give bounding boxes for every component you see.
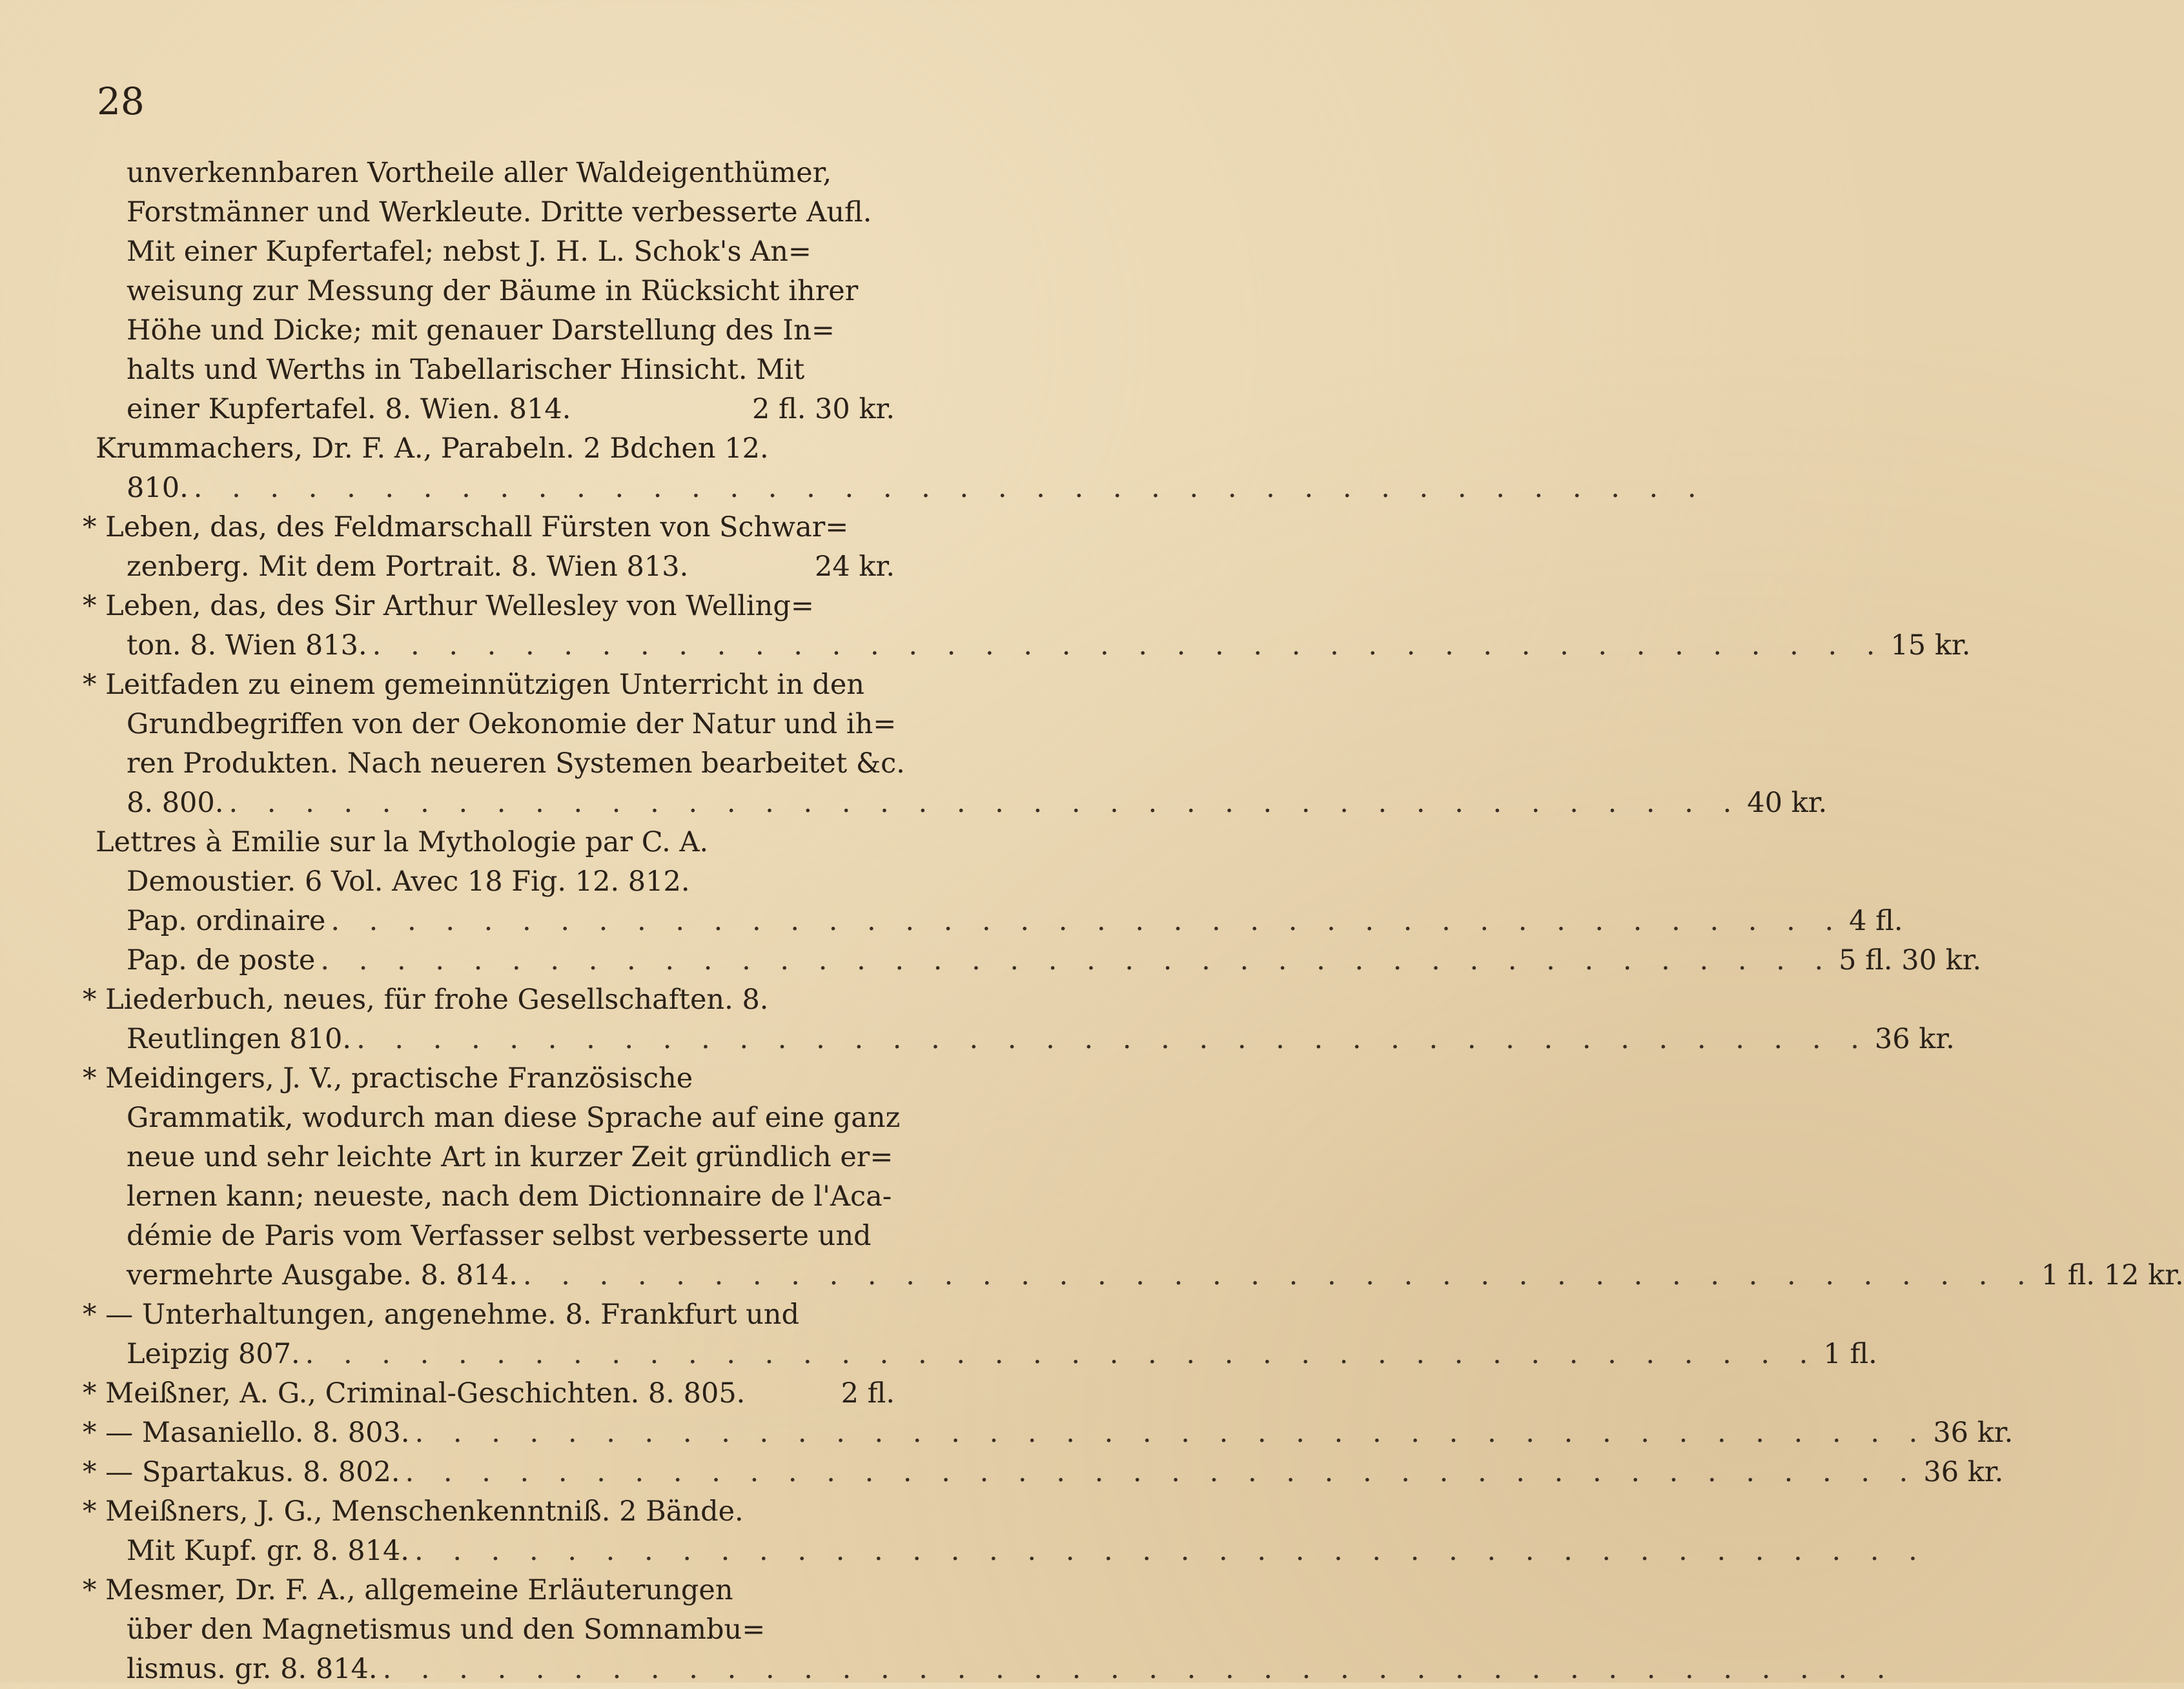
line-text: lernen kann; neueste, nach dem Dictionnaire de l'Aca- (127, 1180, 892, 1213)
line-text: * — Masaniello. 8. 803. (83, 1417, 410, 1449)
catalog-line (127, 941, 1982, 980)
catalog-entry-heading (83, 1295, 895, 1335)
line-text: zenberg. Mit dem Portrait. 8. Wien 813. (127, 551, 689, 583)
line-text: Leipzig 807. (127, 1338, 300, 1370)
price: 1 fl. 12 kr. (2041, 1259, 2184, 1291)
catalog-line (127, 1177, 895, 1217)
catalog-entry-heading (83, 980, 895, 1020)
line-text: einer Kupfertafel. 8. Wien. 814. (127, 393, 571, 425)
line-text: * Meißners, J. G., Menschenkenntniß. 2 Bände. (83, 1495, 744, 1528)
line-text: Mit Kupf. gr. 8. 814. (127, 1535, 409, 1567)
line-text: ren Produkten. Nach neueren Systemen bearbeitet &c. (127, 747, 905, 780)
line-text: * Liederbuch, neues, für frohe Gesellschaften. 8. (83, 984, 769, 1016)
line-text: 8. 800. (127, 787, 224, 819)
catalog-entry-heading (96, 823, 895, 862)
line-text: * Meidingers, J. V., practische Französische (83, 1062, 693, 1095)
catalog-entry-heading (83, 1059, 895, 1098)
price: 4 fl. (1849, 905, 1903, 937)
line-text: Höhe und Dicke; mit genauer Darstellung des In= (127, 314, 835, 347)
line-text: über den Magnetismus und den Somnambu= (127, 1613, 766, 1646)
catalog-line (127, 232, 895, 272)
catalog-entry-heading (83, 1374, 895, 1413)
price: 2 fl. (841, 1377, 895, 1410)
catalog-entry-heading (96, 429, 895, 469)
line-text: * — Spartakus. 8. 802. (83, 1456, 400, 1488)
line-text: Reutlingen 810. (127, 1023, 352, 1055)
catalog-line (127, 193, 895, 232)
dot-leader: . . . . . . . . . . . . . . . . . . . . . . . . . . . . . . . . . . . . . . . . (405, 1456, 1919, 1488)
catalog-line (127, 1138, 895, 1177)
dot-leader: . . . . . . . . . . . . . . . . . . . . . . . . . . . . . . . . . . . . . . . . (372, 629, 1886, 662)
catalog-entry-heading (83, 508, 895, 547)
dot-leader: . . . . . . . . . . . . . . . . . . . . . . . . . . . . . . . . . . . . . . . . (522, 1259, 2036, 1291)
dot-leader: . . . . . . . . . . . . . . . . . . . . . . . . . . . . . . . . . . . . . . . . (331, 905, 1844, 937)
price: 36 kr. (1933, 1417, 2014, 1449)
price: 5 fl. 30 kr. (1839, 944, 1982, 976)
catalog-line (127, 390, 895, 429)
catalog-line (127, 626, 1971, 665)
line-text: * Leben, das, des Sir Arthur Wellesley von Welling= (83, 590, 814, 622)
catalog-line (127, 272, 895, 311)
catalog-line (127, 469, 1707, 508)
catalog-line (127, 1098, 901, 1138)
dot-leader: . . . . . . . . . . . . . . . . . . . . . . . . . . . . . . . . . . . . . . . . (320, 944, 1834, 976)
price: 2 fl. 30 kr. (752, 393, 895, 425)
catalog-entry-heading (83, 1413, 2014, 1453)
dot-leader: . . . . . . . . . . . . . . . . . . . . . . . . . . . . . . . . . . . . . . . . (229, 787, 1742, 819)
catalog-line (127, 1532, 1928, 1571)
catalog-line (127, 1650, 1896, 1689)
line-text: * Leben, das, des Feldmarschall Fürsten von Schwar= (83, 511, 849, 543)
price: 36 kr. (1923, 1456, 2004, 1488)
line-text: * Leitfaden zu einem gemeinnützigen Unterricht in den (83, 669, 864, 701)
catalog-entry-heading (83, 1453, 2004, 1492)
catalog-line (127, 311, 895, 350)
line-text: neue und sehr leichte Art in kurzer Zeit gründlich er= (127, 1141, 893, 1173)
price: 36 kr. (1874, 1023, 1955, 1055)
catalog-line (127, 784, 1828, 823)
line-text: Lettres à Emilie sur la Mythologie par C. A. (96, 826, 709, 858)
price: 15 kr. (1890, 629, 1971, 662)
line-text: Grammatik, wodurch man diese Sprache auf eine ganz (127, 1102, 901, 1134)
catalog-entry-heading (83, 1492, 895, 1532)
catalog-line (127, 350, 895, 390)
catalog-line (127, 744, 905, 784)
dot-leader: . . . . . . . . . . . . . . . . . . . . . . . . . . . . . . . . . . . . . . . . (414, 1417, 1928, 1449)
dot-leader: . . . . . . . . . . . . . . . . . . . . . . . . . . . . . . . . . . . . . . . . (382, 1653, 1896, 1685)
line-text: Mit einer Kupfertafel; nebst J. H. L. Schok's An= (127, 236, 811, 268)
line-text: 810. (127, 472, 189, 504)
price: 24 kr. (815, 551, 895, 583)
catalog-line (127, 1256, 2184, 1295)
catalog-entry-heading (83, 587, 895, 626)
catalog-line (127, 547, 895, 587)
line-text: weisung zur Messung der Bäume in Rücksicht ihrer (127, 275, 859, 307)
catalog-line (127, 902, 1903, 941)
dot-leader: . . . . . . . . . . . . . . . . . . . . . . . . . . . . . . . . . . . . . . . . (305, 1338, 1819, 1370)
catalog-line (127, 1217, 895, 1256)
catalog-line (127, 1335, 1877, 1374)
catalog-entry-heading (83, 1571, 895, 1610)
catalog-line (127, 705, 895, 744)
line-text: Grundbegriffen von der Oekonomie der Natur und ih= (127, 708, 897, 740)
line-text: Pap. ordinaire (127, 905, 326, 937)
line-text: Demoustier. 6 Vol. Avec 18 Fig. 12. 812. (127, 865, 690, 898)
catalog-line (127, 862, 895, 902)
line-text: démie de Paris vom Verfasser selbst verbesserte und (127, 1220, 872, 1252)
line-text: Forstmänner und Werkleute. Dritte verbesserte Aufl. (127, 196, 872, 228)
line-text: ton. 8. Wien 813. (127, 629, 367, 662)
line-text: Krummachers, Dr. F. A., Parabeln. 2 Bdchen 12. (96, 432, 769, 465)
dot-leader: . . . . . . . . . . . . . . . . . . . . . . . . . . . . . . . . . . . . . . . . (414, 1535, 1928, 1567)
page-number: 28 (97, 79, 145, 123)
catalog-line (127, 154, 895, 193)
line-text: vermehrte Ausgabe. 8. 814. (127, 1259, 518, 1291)
line-text: * Meißner, A. G., Criminal-Geschichten. 8. 805. (83, 1377, 746, 1410)
line-text: halts und Werths in Tabellarischer Hinsicht. Mit (127, 354, 805, 386)
line-text: Pap. de poste (127, 944, 316, 976)
catalog-text (83, 154, 2184, 1689)
catalog-line (127, 1020, 1955, 1059)
catalog-entry-heading (83, 665, 895, 705)
line-text: * — Unterhaltungen, angenehme. 8. Frankfurt und (83, 1299, 800, 1331)
dot-leader: . . . . . . . . . . . . . . . . . . . . . . . . . . . . . . . . . . . . . . . . (356, 1023, 1870, 1055)
line-text: unverkennbaren Vortheile aller Waldeigenthümer, (127, 157, 832, 189)
price: 40 kr. (1747, 787, 1828, 819)
line-text: * Mesmer, Dr. F. A., allgemeine Erläuterungen (83, 1574, 733, 1606)
line-text: lismus. gr. 8. 814. (127, 1653, 378, 1685)
price: 1 fl. (1823, 1338, 1877, 1370)
dot-leader: . . . . . . . . . . . . . . . . . . . . . . . . . . . . . . . . . . . . . . . . (193, 472, 1707, 504)
catalog-line (127, 1610, 895, 1650)
